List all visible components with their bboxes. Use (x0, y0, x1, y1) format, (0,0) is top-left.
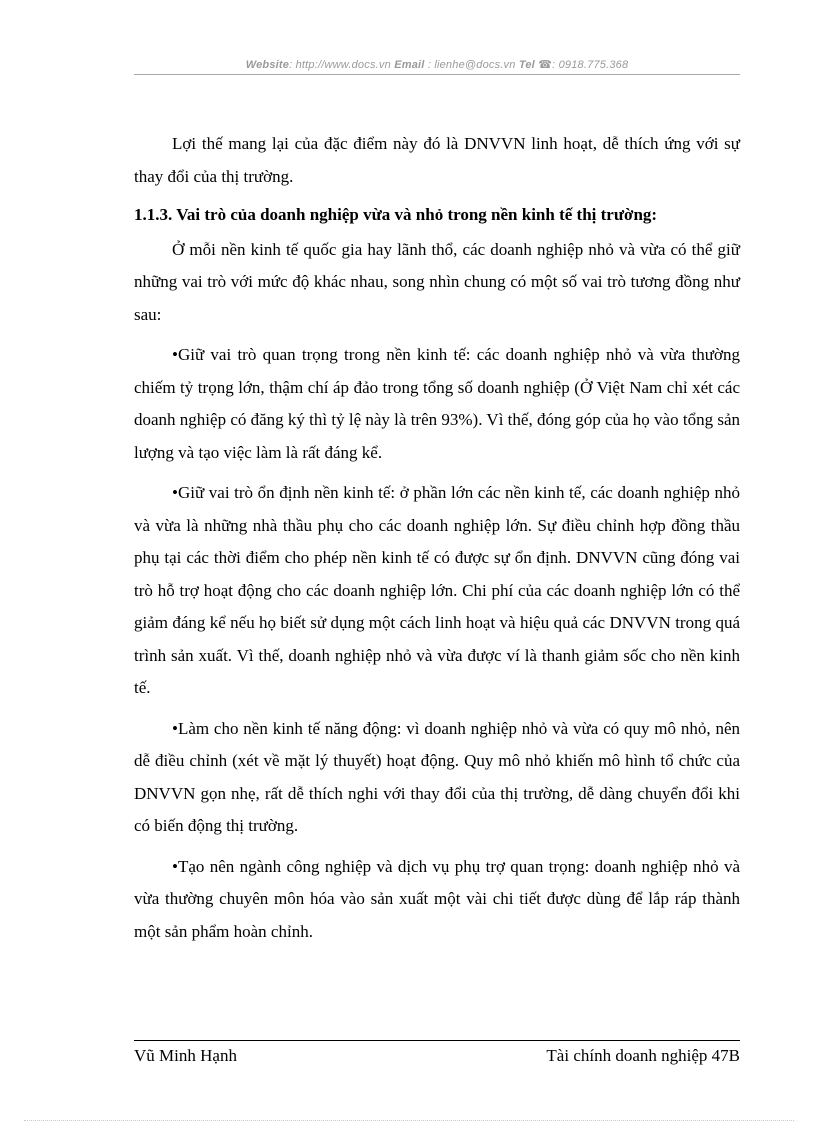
tel-label: Tel (518, 59, 535, 71)
page-edge-divider (24, 1120, 794, 1121)
page-footer (134, 1046, 740, 1066)
email-label: Email (394, 59, 425, 71)
bullet-paragraph-3: •Làm cho nền kinh tế năng động: vì doanh nghiệp nhỏ và vừa có quy mô nhỏ, nên dễ điều chỉnh (xét về mặt lý thuyết) hoạt động. Quy mô nhỏ khiến mô hình tổ chức của DNVVN gọn nhẹ, rất dễ thích nghi với thay đổi của thị trường, dễ dàng chuyển đổi khi có biến động thị trường. (134, 718, 740, 835)
intro-paragraph: Lợi thế mang lại của đặc điểm này đó là DNVVN linh hoạt, dễ thích ứng với sự thay đổi của thị trường. (134, 134, 740, 186)
page-header (134, 58, 740, 71)
document-body (134, 128, 740, 948)
tel-value: : 0918.775.368 (552, 59, 629, 71)
bullet-paragraph-1: •Giữ vai trò quan trọng trong nền kinh tế: các doanh nghiệp nhỏ và vừa thường chiếm tỷ trọng lớn, thậm chí áp đảo trong tổng số doanh nghiệp (Ở Việt Nam chỉ xét các doanh nghiệp có đăng ký thì tỷ lệ này là trên 93%). Vì thế, đóng góp của họ vào tổng sản lượng và tạo việc làm là rất đáng kể. (134, 345, 740, 462)
phone-icon: ☎ (538, 59, 553, 71)
footer-divider (134, 1040, 740, 1041)
footer-course: Tài chính doanh nghiệp 47B (546, 1046, 740, 1065)
website-value: : http://www.docs.vn (289, 59, 391, 71)
header-divider (134, 74, 740, 75)
bullet-paragraph-2: •Giữ vai trò ổn định nền kinh tế: ở phần lớn các nền kinh tế, các doanh nghiệp nhỏ và vừa là những nhà thầu phụ cho các doanh nghiệp lớn. Sự điều chỉnh hợp đồng thầu phụ tại các thời điểm cho phép nền kinh tế có được sự ổn định. DNVVN cũng đóng vai trò hỗ trợ hoạt động cho các doanh nghiệp lớn. Chi phí của các doanh nghiệp lớn có thể giảm đáng kể nếu họ biết sử dụng một cách linh hoạt và hiệu quả các DNVVN trong quá trình sản xuất. Vì thế, doanh nghiệp nhỏ và vừa được ví là thanh giảm sốc cho nền kinh tế. (134, 483, 740, 697)
bullet-paragraph-4: •Tạo nên ngành công nghiệp và dịch vụ phụ trợ quan trọng: doanh nghiệp nhỏ và vừa thường chuyên môn hóa vào sản xuất một vài chi tiết được dùng để lắp ráp thành một sản phẩm hoàn chỉnh. (134, 856, 740, 941)
section-heading: 1.1.3. Vai trò của doanh nghiệp vừa và nhỏ trong nền kinh tế thị trường: (134, 205, 658, 224)
lead-paragraph: Ở mỗi nền kinh tế quốc gia hay lãnh thổ, các doanh nghiệp nhỏ và vừa có thể giữ những vai trò với mức độ khác nhau, song nhìn chung có một số vai trò tương đồng như sau: (134, 239, 740, 324)
website-label: Website (245, 59, 290, 71)
email-value: : lienhe@docs.vn (427, 59, 516, 71)
footer-author: Vũ Minh Hạnh (134, 1046, 237, 1065)
